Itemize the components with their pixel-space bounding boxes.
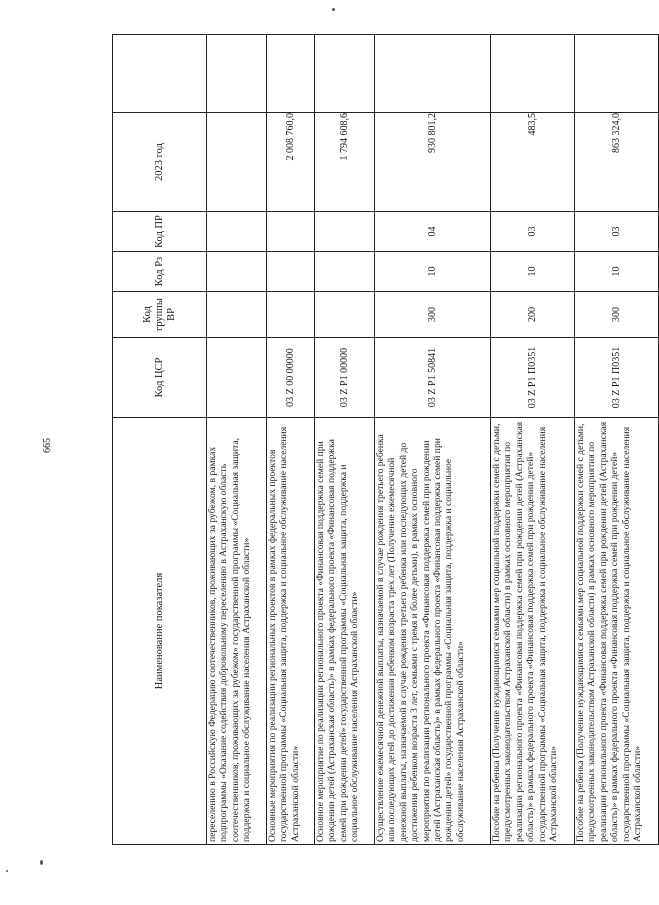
table-row <box>207 35 267 845</box>
header-rz: Код Рз <box>113 252 207 292</box>
row-pr <box>315 212 375 252</box>
rotated-table-container <box>112 35 644 845</box>
row-blank <box>315 35 375 113</box>
row-amount: 2 008 760,0 <box>267 113 315 212</box>
row-rz <box>267 252 315 292</box>
row-name: переселению в Российскую Федерацию соотечественников, проживающих за рубежом, в рамках подпрограммы «Оказание содействия добровольному переселению в Астраханскую область соотечественников, проживающих за рубежом» государственной программы «Социальная защита, поддержка и социальное обслуживание населения Астраханской области» <box>207 418 267 845</box>
table-row <box>267 35 315 845</box>
row-csr: 03 Z P1 П0351 <box>575 338 659 418</box>
row-name: Осуществление ежемесячной денежной выплаты, назначаемой в случае рождения третьего ребенка или последующих детей до достижения ребенком возраста трех лет (Получение ежемесячной денежной выплаты, назначаемой в случае рождения третьего ребенка или последующих детей до достижения ребенком возраста 3 лет, семьями с тремя и более детьми), в рамках основного мероприятия по реализации регионального проекта «Финансовая поддержка семей при рождении детей (Астраханская область)» в рамках федерального проекта «Финансовая поддержка семей при рождении детей» государственной программы «Социальная защита, поддержка и социальное обслуживание населения Астраханской области» <box>375 418 491 845</box>
row-blank <box>491 35 575 113</box>
scan-speck <box>332 8 335 11</box>
header-row <box>113 35 207 845</box>
row-amount: 930 801,2 <box>375 113 491 212</box>
row-csr: 03 Z 00 00000 <box>267 338 315 418</box>
header-name: Наименование показателя <box>113 418 207 845</box>
row-csr <box>207 338 267 418</box>
scan-speck <box>6 870 8 872</box>
budget-table <box>112 34 659 845</box>
row-name: Основные мероприятия по реализации региональных проектов в рамках федеральных проектов государственной программы «Социальная защита, поддержка и социальное обслуживание населения Астраханской области» <box>267 418 315 845</box>
row-blank <box>267 35 315 113</box>
row-vr: 300 <box>575 292 659 338</box>
row-vr: 300 <box>375 292 491 338</box>
row-vr <box>207 292 267 338</box>
row-rz <box>315 252 375 292</box>
row-name: Основное мероприятие по реализации регионального проекта «Финансовая поддержка семей при рождении детей (Астраханская область)» в рамках федерального проекта «Финансовая поддержка семей при рождении детей» государственной программы «Социальная защита, поддержка и социальное обслуживание населения Астраханской области» <box>315 418 375 845</box>
header-pr: Код ПР <box>113 212 207 252</box>
scan-speck <box>40 860 43 865</box>
row-name: Пособие на ребенка (Получение нуждающимися семьями мер социальной поддержки семей с детьми, предусмотренных законодательством Астраханской области) в рамках основного мероприятия по реализации регионального проекта «Финансовая поддержка семей при рождении детей (Астраханская область)» в рамках федерального проекта «Финансовая поддержка семей при рождении детей» государственной программы «Социальная защита, поддержка и социальное обслуживание населения Астраханской области» <box>575 418 659 845</box>
row-rz: 10 <box>375 252 491 292</box>
header-vr: Код группы ВР <box>113 292 207 338</box>
row-vr <box>267 292 315 338</box>
row-pr <box>267 212 315 252</box>
row-name: Пособие на ребенка (Получение нуждающимися семьями мер социальной поддержки семей с детьми, предусмотренных законодательством Астраханской области) в рамках основного мероприятия по реализации регионального проекта «Финансовая поддержка семей при рождении детей (Астраханская область)» в рамках федерального проекта «Финансовая поддержка семей при рождении детей» государственной программы «Социальная защита, поддержка и социальное обслуживание населения Астраханской области» <box>491 418 575 845</box>
header-blank <box>113 35 207 113</box>
table-row <box>315 35 375 845</box>
table-row <box>375 35 491 845</box>
row-pr: 04 <box>375 212 491 252</box>
row-csr: 03 Z P1 00000 <box>315 338 375 418</box>
row-vr <box>315 292 375 338</box>
table-row <box>491 35 575 845</box>
header-year: 2023 год <box>113 113 207 212</box>
row-vr: 200 <box>491 292 575 338</box>
row-amount: 483,5 <box>491 113 575 212</box>
row-rz: 10 <box>575 252 659 292</box>
row-rz <box>207 252 267 292</box>
row-blank <box>207 35 267 113</box>
row-pr: 03 <box>491 212 575 252</box>
row-rz: 10 <box>491 252 575 292</box>
page-number: 665 <box>42 438 53 453</box>
row-amount <box>207 113 267 212</box>
header-csr: Код ЦСР <box>113 338 207 418</box>
row-blank <box>575 35 659 113</box>
table-row <box>575 35 659 845</box>
row-csr: 03 Z P1 П0351 <box>491 338 575 418</box>
row-csr: 03 Z P1 50841 <box>375 338 491 418</box>
row-pr <box>207 212 267 252</box>
row-blank <box>375 35 491 113</box>
row-amount: 863 324,0 <box>575 113 659 212</box>
row-amount: 1 794 608,6 <box>315 113 375 212</box>
row-pr: 03 <box>575 212 659 252</box>
